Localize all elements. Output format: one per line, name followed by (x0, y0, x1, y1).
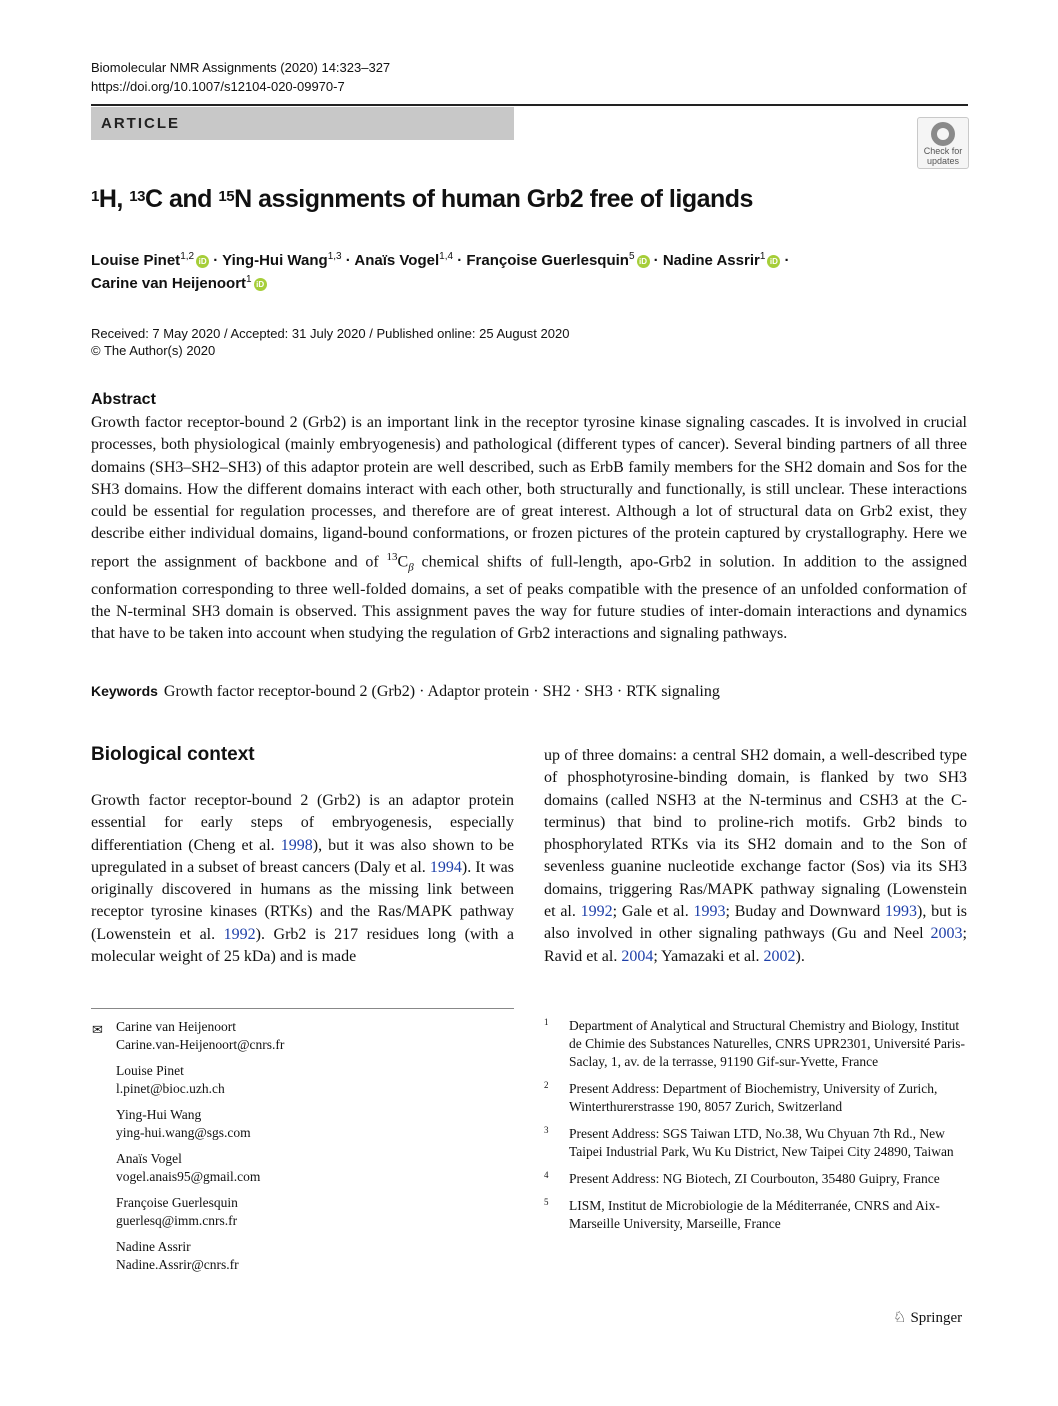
body-text: ; Buday and Downward (725, 903, 885, 921)
citation-link[interactable]: 2004 (621, 947, 654, 965)
body-column-left (91, 790, 514, 968)
author-affiliation-marker: 1,2 (180, 251, 195, 262)
affiliation-entry (544, 1170, 967, 1188)
body-text: ). It was originally discovered in humans as the missing link between receptor tyrosine kinases (RTKs) and the Ras/MAPK pathway (Lowenstein et al. (91, 858, 514, 943)
contact-name: Françoise Guerlesquin (116, 1195, 238, 1210)
body-text: ), but is also involved in other signaling pathways (Gu and Neel (544, 903, 967, 943)
check-updates-text (918, 146, 968, 166)
author-separator: · (209, 252, 223, 269)
affiliation-number: 5 (544, 1197, 549, 1207)
author-separator: · (341, 252, 355, 269)
contact-list (91, 1018, 514, 1282)
affiliation-text: Present Address: SGS Taiwan LTD, No.38, Wu Chyuan 7th Rd., New Taipei Industrial Park, Wu Ku District, New Taipei City 24890, Taiwan (569, 1126, 954, 1159)
orcid-icon[interactable]: iD (196, 255, 209, 268)
affiliation-list (544, 1017, 967, 1242)
abstract-cb-letter: C (397, 553, 409, 571)
author-name: Anaïs Vogel (354, 252, 440, 269)
orcid-icon[interactable]: iD (767, 255, 780, 268)
contact-entry (116, 1018, 514, 1054)
journal-citation (91, 58, 390, 96)
contact-entry (116, 1150, 514, 1186)
body-text: ; Ravid et al. (544, 925, 967, 965)
citation-link[interactable]: 2003 (930, 925, 963, 943)
paper-title (91, 185, 753, 214)
affiliation-number: 4 (544, 1170, 549, 1180)
contact-name: Carine van Heijenoort (116, 1019, 236, 1034)
article-type-label: ARTICLE (101, 115, 180, 132)
check-for-updates-icon[interactable] (917, 117, 969, 169)
citation-link[interactable]: 1992 (223, 925, 256, 943)
publisher-name: Springer (910, 1310, 963, 1326)
citation-link[interactable]: 1993 (885, 903, 917, 921)
orcid-icon[interactable]: iD (254, 278, 267, 291)
section-heading: Biological context (91, 744, 255, 765)
author-affiliation-marker: 5 (628, 251, 635, 262)
author-name: Ying-Hui Wang (222, 252, 328, 269)
author-name: Françoise Guerlesquin (466, 252, 629, 269)
contact-name: Louise Pinet (116, 1063, 184, 1078)
contact-email[interactable]: vogel.anais95@gmail.com (116, 1169, 261, 1184)
publisher-logo (893, 1308, 962, 1327)
affiliation-text: LISM, Institut de Microbiologie de la Méditerranée, CNRS and Aix-Marseille University, Marseille, France (569, 1198, 940, 1231)
abstract-cb-sub: β (408, 561, 414, 574)
footnote-rule (91, 1008, 514, 1009)
springer-horse-icon: ♘ (893, 1310, 907, 1326)
affiliation-number: 3 (544, 1125, 549, 1135)
title-part: C and (144, 185, 219, 213)
author-affiliation-marker: 1,4 (439, 251, 454, 262)
author-list (91, 269, 267, 295)
body-text: ). (795, 947, 805, 965)
affiliation-text: Present Address: NG Biotech, ZI Courbouton, 35480 Guipry, France (569, 1171, 940, 1186)
abstract-body (91, 412, 967, 645)
citation-link[interactable]: 1992 (580, 903, 613, 921)
header-rule (91, 104, 968, 106)
affiliation-text: Department of Analytical and Structural Chemistry and Biology, Institut de Chimie des Substances Naturelles, CNRS UPR2301, Université Paris-Saclay, 1, av. de la terrasse, 91190 Gif-sur-Yvette, France (569, 1018, 965, 1069)
check-updates-circle (931, 122, 955, 146)
contact-name: Ying-Hui Wang (116, 1107, 202, 1122)
abstract-text-tail: chemical shifts of full-length, apo-Grb2 in solution. In addition to the assigned conformation corresponding to three well-folded domains, a set of peaks compatible with the presence of an unfolded conformation of the N-terminal SH3 domain is observed. This assignment paves the way for future studies of inter-domain interactions and dynamics that have to be taken into account when studying the regulation of Grb2 interactions and signaling pathways. (91, 553, 967, 643)
affiliation-entry (544, 1080, 967, 1116)
body-column-right (544, 745, 967, 968)
contact-email[interactable]: Nadine.Assrir@cnrs.fr (116, 1257, 239, 1272)
author-separator: · (780, 252, 790, 269)
check-updates-line2: updates (926, 156, 960, 166)
body-text: ). Grb2 is 217 residues long (with a molecular weight of 25 kDa) and is made (91, 925, 514, 966)
title-sup: 13 (129, 188, 145, 205)
author-name: Louise Pinet (91, 252, 181, 269)
body-text: ), but it was also shown to be upregulated in a subset of breast cancers (Daly et al. (91, 836, 515, 876)
title-part: N assignments of human Grb2 free of ligands (234, 185, 753, 213)
orcid-icon[interactable]: iD (637, 255, 650, 268)
publication-dates (91, 325, 569, 359)
contact-entry (116, 1238, 514, 1274)
envelope-icon: ✉ (92, 1022, 103, 1037)
title-sup: 15 (218, 188, 235, 205)
affiliation-entry (544, 1197, 967, 1233)
abstract-text-main: Growth factor receptor-bound 2 (Grb2) is an important link in the receptor tyrosine kinase signaling cascades. It is involved in crucial processes, both physiological (mainly embryogenesis) and pathological (different types of cancer). Several binding partners of all three domains (SH3–SH2–SH3) of this adaptor protein are well described, such as ErbB family members for the SH2 domain and Sos for the SH3 domains. How the different domains interact with each other, both structurally and functionally, is still unclear. These interactions could be essential for regulation processes, and therefore are of great interest. Although a lot of structural data on Grb2 exist, they describe either individual domains, ligand-bound conformations, or frozen pictures of the protein captured by crystallography. Here we report the assignment of backbone and of (91, 414, 967, 571)
affiliation-entry (544, 1017, 967, 1071)
affiliation-text: Present Address: Department of Biochemistry, University of Zurich, Winterthurerstrasse 190, 8057 Zurich, Switzerland (569, 1081, 938, 1114)
contact-email[interactable]: Carine.van-Heijenoort@cnrs.fr (116, 1037, 285, 1052)
check-updates-line1: Check for (923, 146, 963, 156)
author-name: Carine van Heijenoort (91, 275, 247, 292)
author-name: Nadine Assrir (662, 252, 760, 269)
contact-name: Nadine Assrir (116, 1239, 191, 1254)
citation-link[interactable]: 2002 (763, 947, 796, 965)
journal-line: Biomolecular NMR Assignments (2020) 14:323–327 (91, 60, 391, 75)
author-affiliation-marker: 1 (246, 274, 252, 285)
copyright-line: © The Author(s) 2020 (91, 343, 216, 358)
body-text: ; Gale et al. (612, 903, 694, 921)
body-text: ; Yamazaki et al. (653, 947, 764, 965)
citation-link[interactable]: 1994 (429, 858, 462, 876)
abstract-sup: 13 (386, 550, 398, 563)
abstract-heading: Abstract (91, 391, 156, 408)
contact-entry (116, 1194, 514, 1230)
author-affiliation-marker: 1,3 (327, 251, 342, 262)
citation-link[interactable]: 1998 (280, 836, 313, 854)
keywords-label: Keywords (91, 683, 158, 699)
affiliation-number: 1 (544, 1017, 549, 1027)
contact-email[interactable]: ying-hui.wang@sgs.com (116, 1125, 251, 1140)
contact-entry (116, 1106, 514, 1142)
affiliation-number: 2 (544, 1080, 549, 1090)
body-text: up of three domains: a central SH2 domain, a well-described type of phosphotyrosine-binding domain, is flanked by two SH3 domains (called NSH3 at the N-terminus and CSH3 at the C-terminus) that bind to proline-rich motifs. Grb2 binds to phosphorylated RTKs via its SH2 domain and to the Son of sevenless guanine nucleotide exchange factor (Sos) via its SH3 domains, triggering Ras/MAPK pathway signaling (Lowenstein et al. (544, 747, 967, 921)
dates-line: Received: 7 May 2020 / Accepted: 31 July 2020 / Published online: 25 August 2020 (91, 326, 570, 341)
affiliation-entry (544, 1125, 967, 1161)
body-text: Growth factor receptor-bound 2 (Grb2) is an adaptor protein essential for early steps of embryogenesis, especially differentiation (Cheng et al. (91, 792, 514, 854)
citation-link[interactable]: 1993 (693, 903, 726, 921)
contact-entry (116, 1062, 514, 1098)
doi-link[interactable]: https://doi.org/10.1007/s12104-020-09970-7 (91, 79, 345, 94)
contact-email[interactable]: l.pinet@bioc.uzh.ch (116, 1081, 225, 1096)
title-sup: 1 (91, 188, 99, 205)
author-affiliation-marker: 1 (759, 251, 766, 262)
contact-name: Anaïs Vogel (116, 1151, 182, 1166)
author-separator: · (453, 252, 467, 269)
contact-email[interactable]: guerlesq@imm.cnrs.fr (116, 1213, 238, 1228)
author-separator: · (649, 252, 663, 269)
keywords (91, 680, 720, 703)
keywords-text: Growth factor receptor-bound 2 (Grb2) · Adaptor protein · SH2 · SH3 · RTK signaling (163, 683, 720, 700)
title-part: H, (98, 185, 130, 213)
